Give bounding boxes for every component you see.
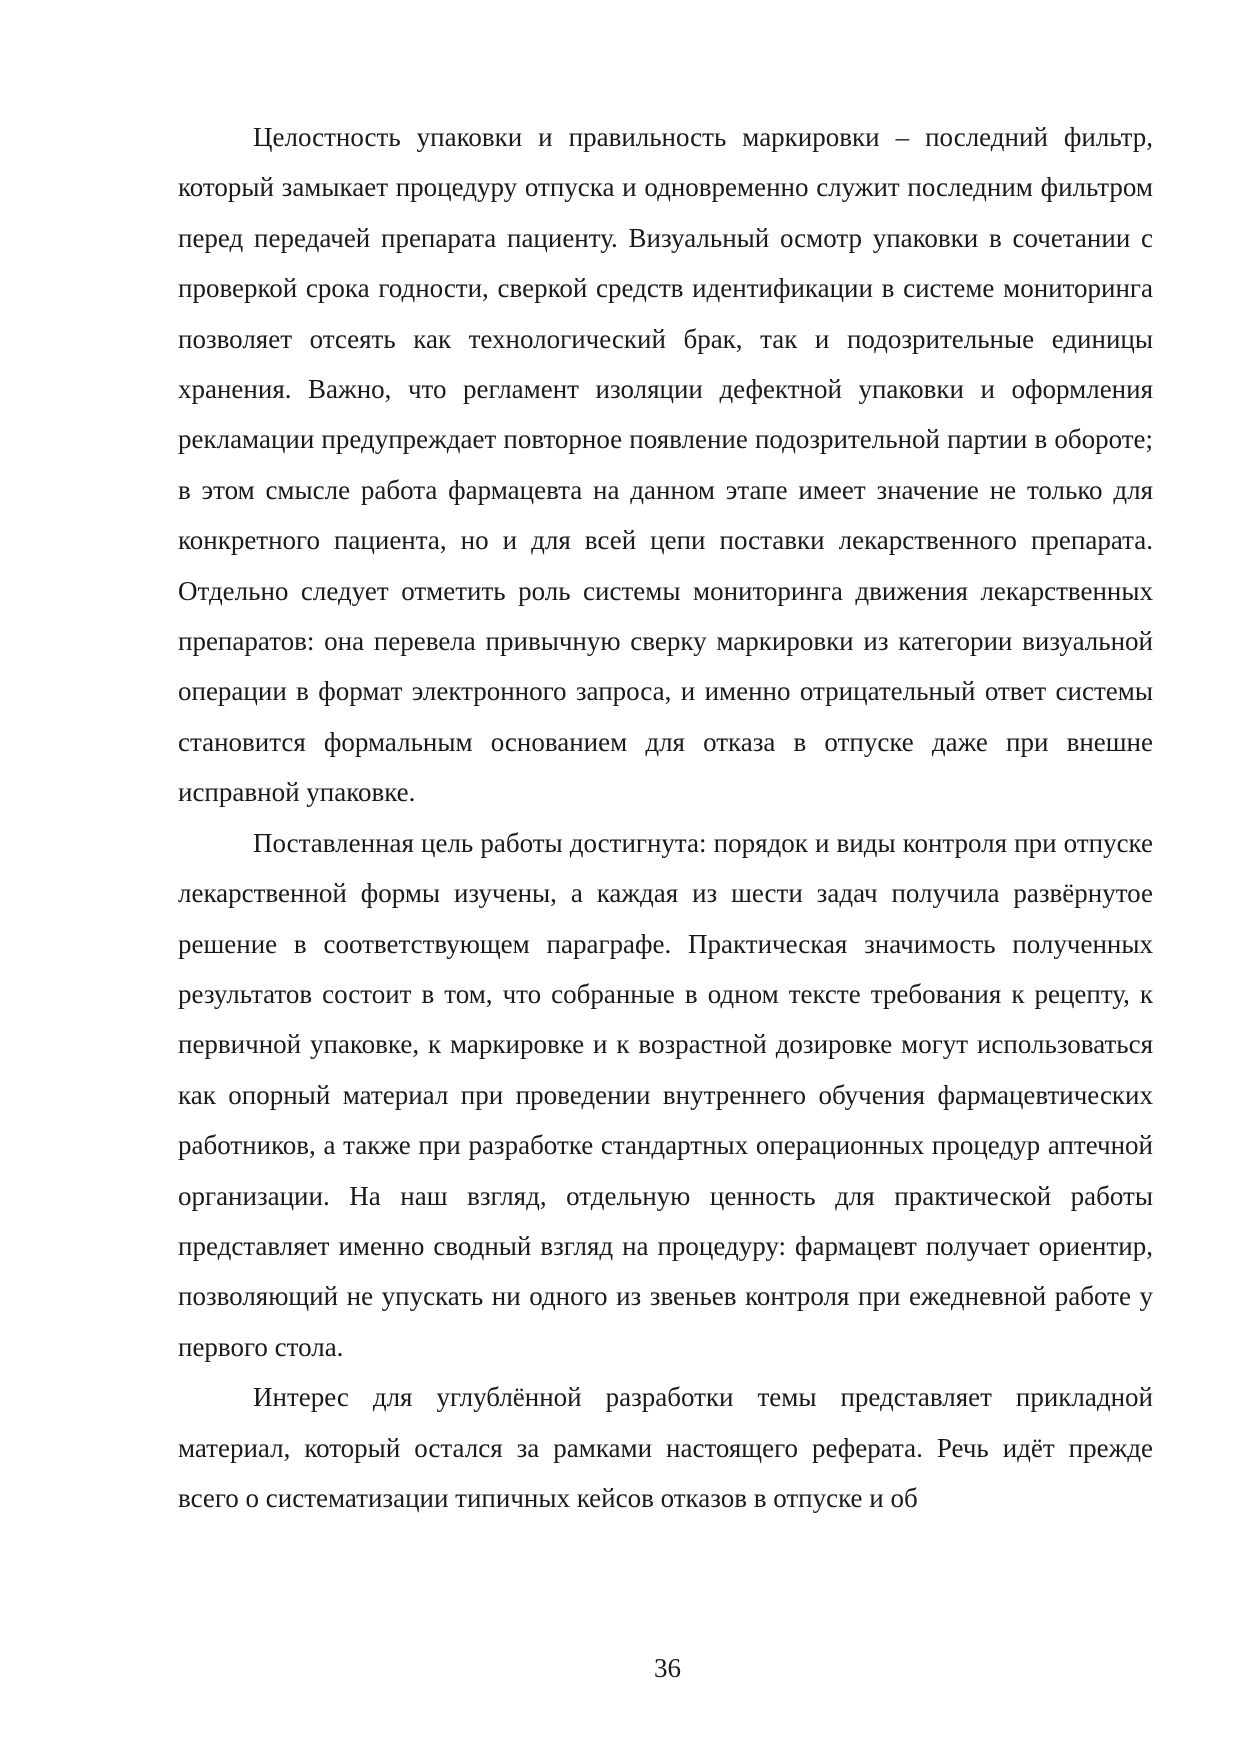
paragraph-goal-achieved: Поставленная цель работы достигнута: порядок и виды контроля при отпуске лекарственной формы изучены, а каждая из шести задач получила развёрнутое решение в соответствующем параграфе. Практическая значимость полученных результатов состоит в том, что собранные в одном тексте требования к рецепту, к первичной упаковке, к маркировке и к возрастной дозировке могут использоваться как опорный материал при проведении внутреннего обучения фармацевтических работников, а также при разработке стандартных операционных процедур аптечной организации. На наш взгляд, отдельную ценность для практической работы представляет именно сводный взгляд на процедуру: фармацевт получает ориентир, позволяющий не упускать ни одного из звеньев контроля при ежедневной работе у первого стола. — [178, 827, 1153, 1362]
paragraph-packaging-integrity: Целостность упаковки и правильность маркировки – последний фильтр, который замыкает процедуру отпуска и одновременно служит последним фильтром перед передачей препарата пациенту. Визуальный осмотр упаковки в сочетании с проверкой срока годности, сверкой средств идентификации в системе мониторинга позволяет отсеять как технологический брак, так и подозрительные единицы хранения. Важно, что регламент изоляции дефектной упаковки и оформления рекламации предупреждает повторное появление подозрительной партии в обороте; в этом смысле работа фармацевта на данном этапе имеет значение не только для конкретного пациента, но и для всей цепи поставки лекарственного препарата. Отдельно следует отметить роль системы мониторинга движения лекарственных препаратов: она перевела привычную сверку маркировки из категории визуальной операции в формат электронного запроса, и именно отрицательный ответ системы становится формальным основанием для отказа в отпуске даже при внешне исправной упаковке. — [178, 122, 1153, 808]
paragraph-further-research: Интерес для углублённой разработки темы представляет прикладной материал, который остался за рамками настоящего реферата. Речь идёт прежде всего о систематизации типичных кейсов отказов в отпуске и об — [178, 1382, 1153, 1513]
page-number: 36 — [654, 1653, 681, 1683]
document-body — [178, 112, 1153, 1523]
